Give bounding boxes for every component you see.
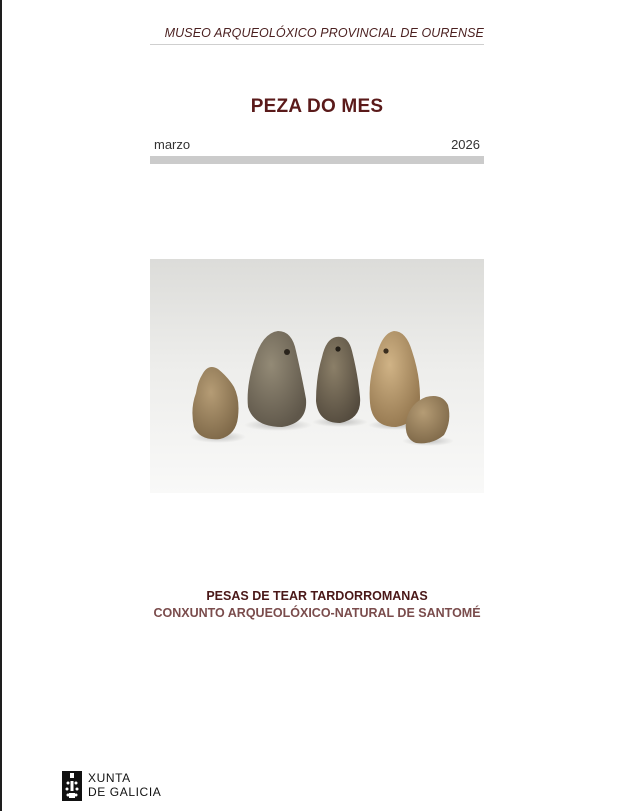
museum-header: MUSEO ARQUEOLÓXICO PROVINCIAL DE OURENSE	[164, 26, 484, 40]
page-left-border	[0, 0, 2, 811]
issue-month: marzo	[154, 137, 191, 152]
loom-weights-photo	[150, 259, 484, 493]
logo-wordmark	[88, 771, 161, 799]
perforation	[284, 349, 290, 355]
logo-line-1: XUNTA	[88, 771, 131, 785]
perforation	[335, 346, 340, 351]
perforation	[383, 348, 388, 353]
date-divider	[150, 156, 484, 164]
issue-year: 2026	[451, 137, 480, 152]
logo-line-2: DE GALICIA	[88, 785, 162, 799]
header-divider	[150, 44, 484, 45]
page-title: PEZA DO MES	[250, 96, 384, 117]
piece-title: PESAS DE TEAR TARDORROMANAS	[206, 589, 428, 603]
piece-site: CONXUNTO ARQUEOLÓXICO-NATURAL DE SANTOMÉ	[153, 606, 481, 620]
galicia-coat-of-arms-icon	[62, 771, 82, 801]
xunta-de-galicia-logo	[62, 771, 172, 805]
